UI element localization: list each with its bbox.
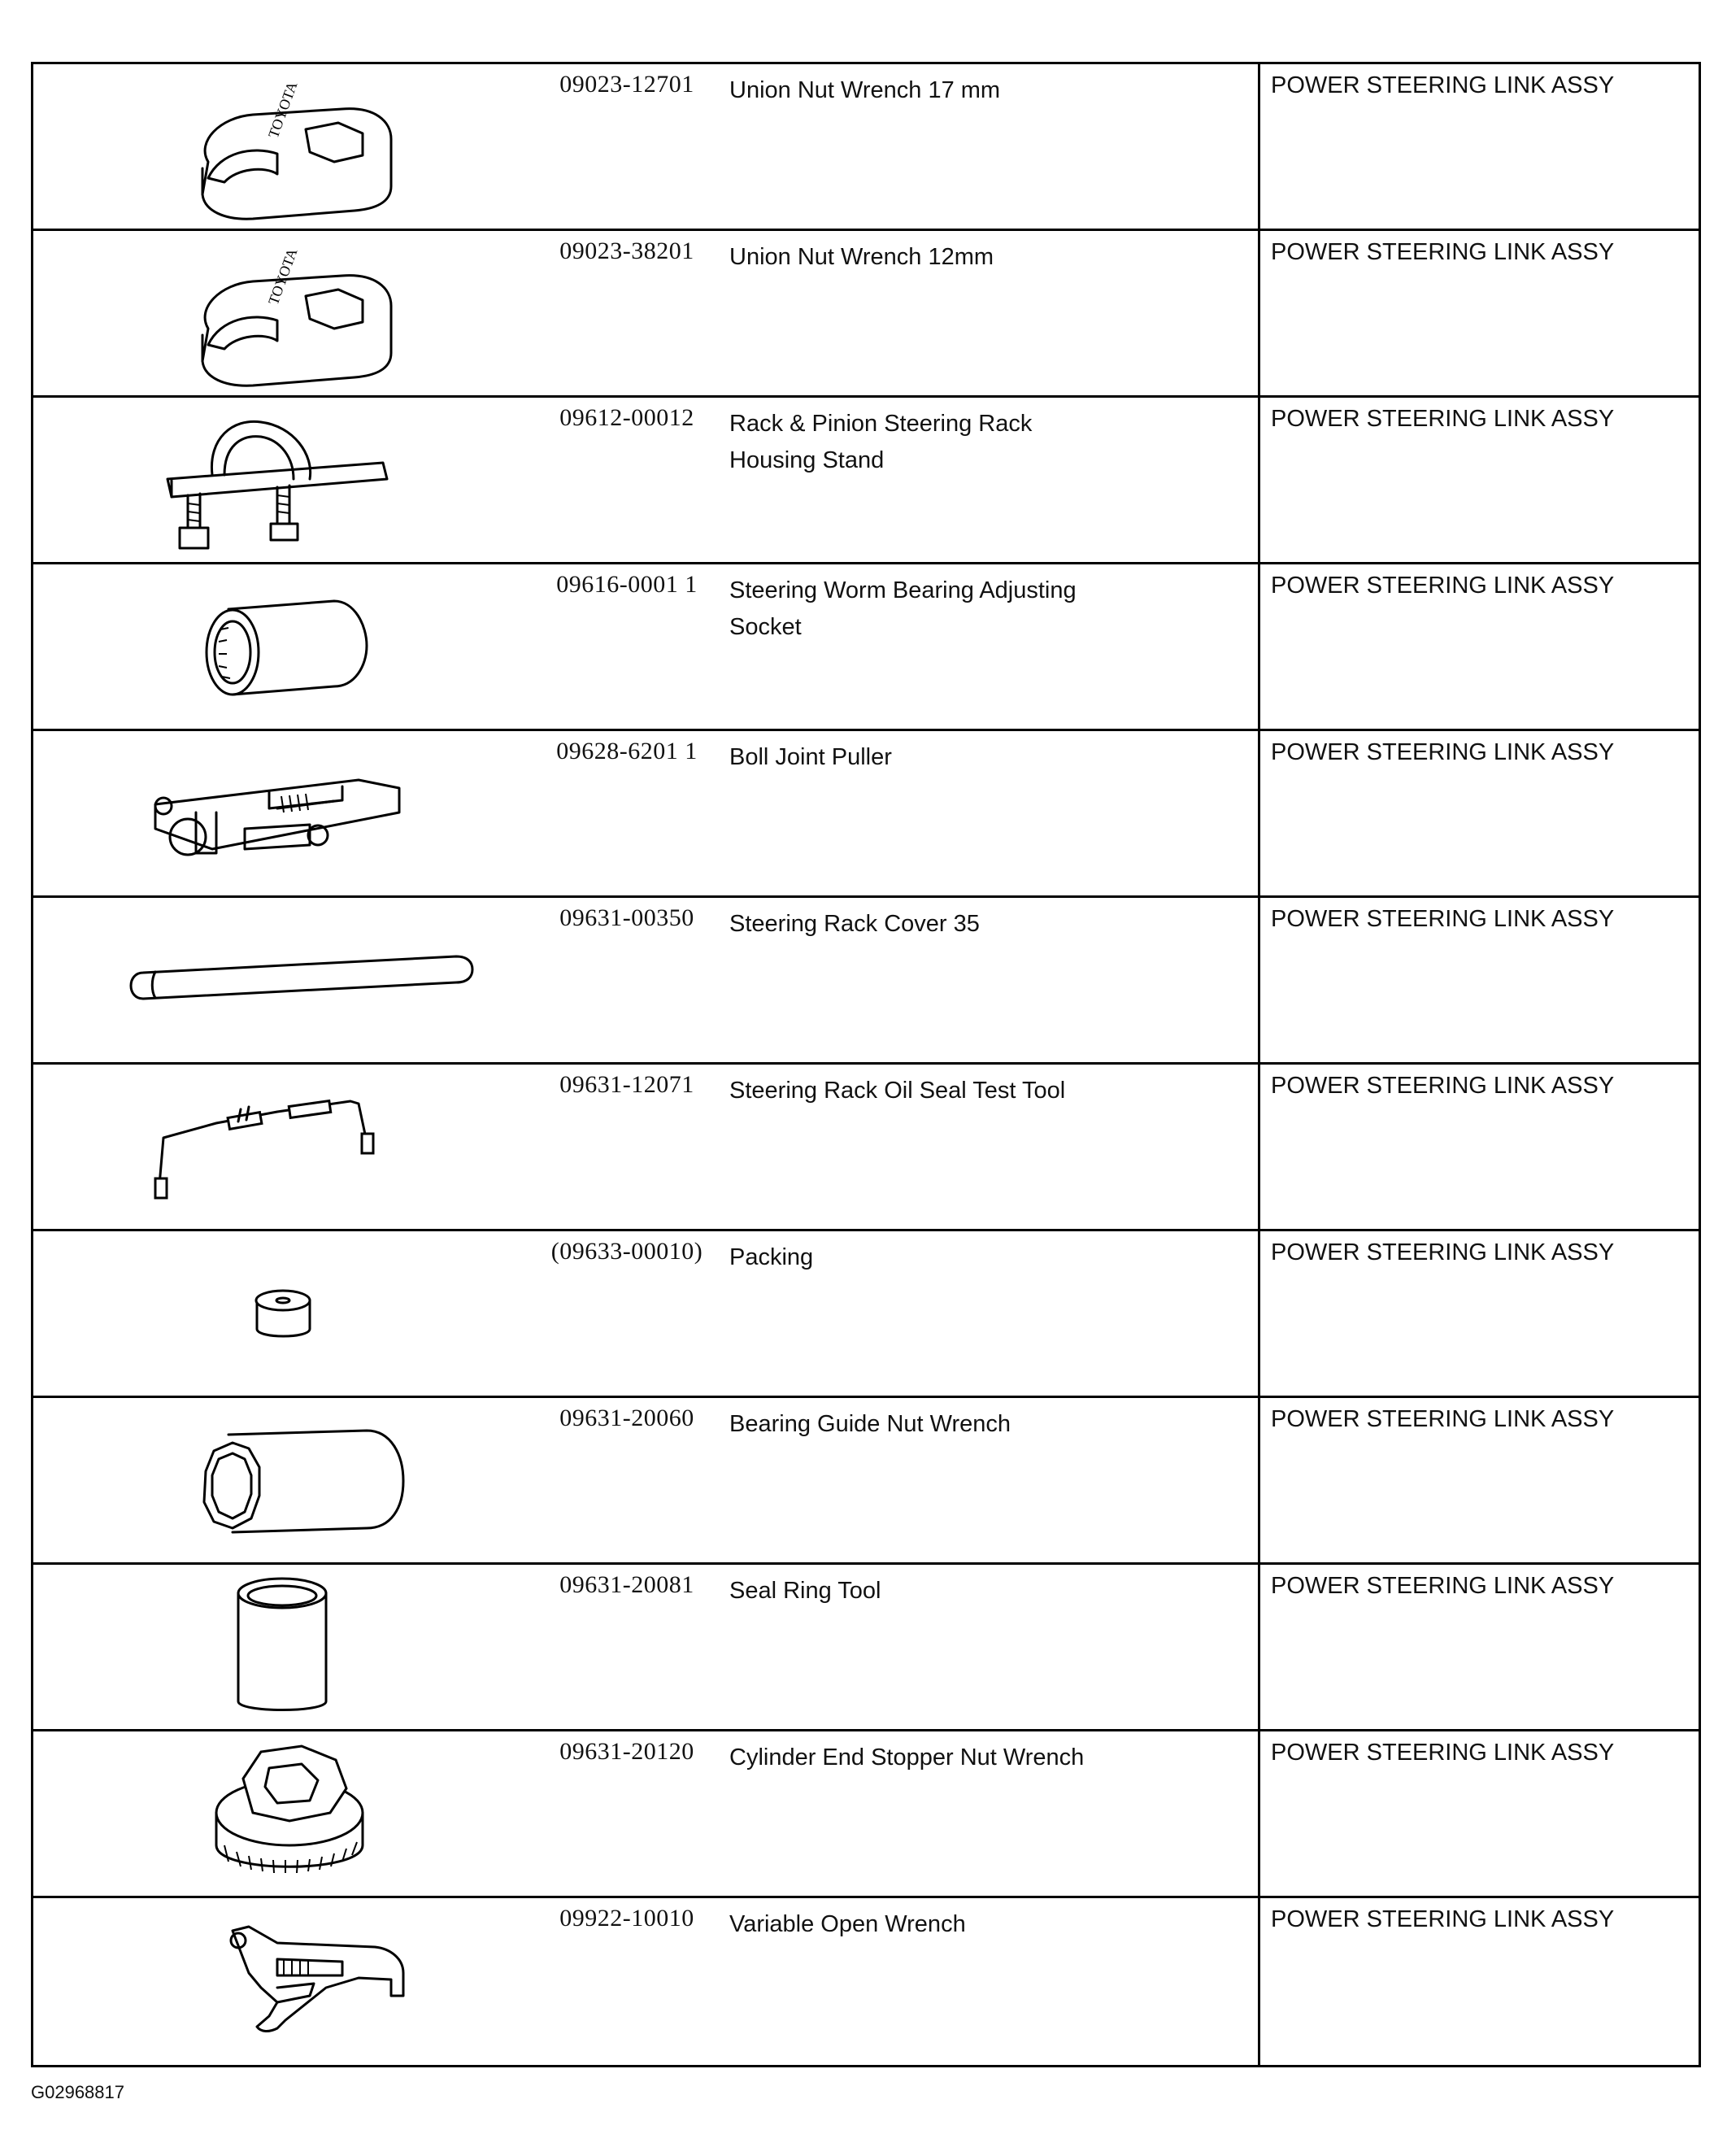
assembly-name: POWER STEERING LINK ASSY <box>1271 406 1615 432</box>
assembly-name: POWER STEERING LINK ASSY <box>1271 906 1615 932</box>
table-row <box>33 398 1699 564</box>
assembly-name: POWER STEERING LINK ASSY <box>1271 72 1615 98</box>
socket-icon <box>33 564 521 729</box>
assembly-name: POWER STEERING LINK ASSY <box>1271 1073 1615 1099</box>
assembly-name: POWER STEERING LINK ASSY <box>1271 239 1615 265</box>
table-row <box>33 1398 1699 1565</box>
table-row <box>33 64 1699 231</box>
tool-description: Packing <box>729 1244 814 1270</box>
assembly-name: POWER STEERING LINK ASSY <box>1271 739 1615 765</box>
rack-cover-bar-icon <box>33 898 521 1062</box>
tool-description: Variable Open Wrench <box>729 1911 966 1937</box>
tool-description: Union Nut Wrench 12mm <box>729 244 994 270</box>
table-row <box>33 731 1699 898</box>
table-row <box>33 898 1699 1065</box>
svg-text:TOYOTA: TOYOTA <box>264 246 301 307</box>
part-number: 09023-38201 <box>559 237 694 264</box>
tool-description: Cylinder End Stopper Nut Wrench <box>729 1744 1085 1771</box>
table-row <box>33 1731 1699 1898</box>
assembly-name: POWER STEERING LINK ASSY <box>1271 1740 1615 1766</box>
tool-description: Steering Rack Cover 35 <box>729 911 980 937</box>
table-row <box>33 1065 1699 1231</box>
assembly-name: POWER STEERING LINK ASSY <box>1271 1239 1615 1265</box>
tool-description: Boll Joint Puller <box>729 744 892 770</box>
part-number: (09633-00010) <box>550 1238 703 1265</box>
table-row <box>33 1231 1699 1398</box>
tool-description: Union Nut Wrench 17 mm <box>729 77 1001 103</box>
part-number: 09922-10010 <box>559 1905 694 1932</box>
tool-description: Steering Worm Bearing Adjusting Socket <box>729 577 1077 640</box>
assembly-name: POWER STEERING LINK ASSY <box>1271 1573 1615 1599</box>
tool-description: Bearing Guide Nut Wrench <box>729 1411 1011 1437</box>
nut-wrench-socket-icon <box>33 1398 521 1562</box>
table-row <box>33 1898 1699 2065</box>
figure-id: G02968817 <box>31 2082 124 2102</box>
housing-stand-icon <box>33 398 521 562</box>
tool-description: Seal Ring Tool <box>729 1578 881 1604</box>
assembly-name: POWER STEERING LINK ASSY <box>1271 573 1615 599</box>
part-number: 09616-0001 1 <box>556 571 698 598</box>
part-number: 09631-12071 <box>559 1071 694 1098</box>
stopper-nut-wrench-icon <box>33 1731 521 1896</box>
variable-open-wrench-icon <box>33 1898 521 2062</box>
union-nut-wrench-icon <box>33 231 521 395</box>
table-row <box>33 1565 1699 1731</box>
part-number: 09628-6201 1 <box>556 738 698 764</box>
test-tool-pipe-icon <box>33 1065 521 1229</box>
svg-text:TOYOTA: TOYOTA <box>264 79 301 141</box>
seal-ring-tool-icon <box>33 1565 521 1729</box>
table-row <box>33 231 1699 398</box>
tool-description: Steering Rack Oil Seal Test Tool <box>729 1078 1066 1104</box>
assembly-name: POWER STEERING LINK ASSY <box>1271 1406 1615 1432</box>
special-tools-table <box>31 62 1701 2067</box>
table-row <box>33 564 1699 731</box>
part-number: 09023-12701 <box>559 71 694 98</box>
packing-icon <box>33 1231 521 1396</box>
ball-joint-puller-icon <box>33 731 521 895</box>
part-number: 09631-20120 <box>559 1738 694 1765</box>
part-number: 09631-20060 <box>559 1405 694 1431</box>
part-number: 09631-00350 <box>559 904 694 931</box>
part-number: 09631-20081 <box>559 1571 694 1598</box>
tool-description: Rack & Pinion Steering Rack Housing Stand <box>729 411 1033 473</box>
part-number: 09612-00012 <box>559 404 694 431</box>
union-nut-wrench-icon <box>33 64 521 229</box>
assembly-name: POWER STEERING LINK ASSY <box>1271 1906 1615 1932</box>
